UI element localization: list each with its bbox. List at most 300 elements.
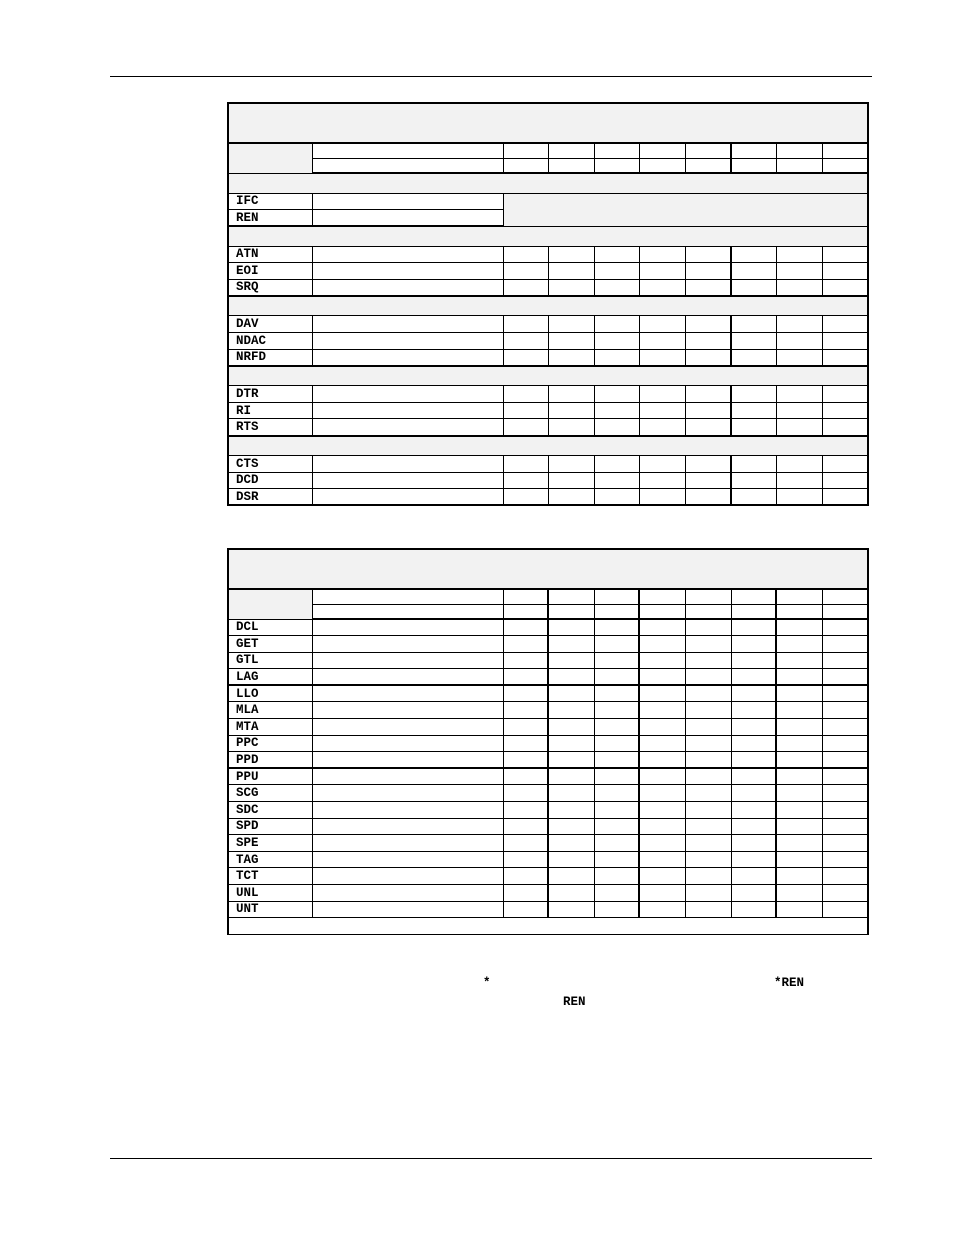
table-cell (776, 386, 822, 403)
table-cell (822, 652, 868, 669)
table-row (228, 652, 868, 669)
row-label: IFC (228, 193, 312, 210)
table-row (228, 818, 868, 835)
table-cell (639, 851, 685, 868)
table-row (228, 868, 868, 885)
table-row (228, 419, 868, 436)
table-cell (548, 472, 594, 489)
table-cell (639, 386, 685, 403)
table-cell (548, 402, 594, 419)
table-cell (548, 316, 594, 333)
table-cell (639, 589, 685, 604)
table-cell (776, 835, 822, 852)
table-cell (503, 143, 548, 158)
table-cell (731, 472, 776, 489)
table-cell (685, 349, 731, 366)
footer-rule (110, 1158, 872, 1159)
table-cell (776, 768, 822, 785)
row-label: PPU (228, 768, 312, 785)
row-label: GTL (228, 652, 312, 669)
table-cell (731, 669, 776, 686)
table-cell (503, 768, 548, 785)
table-cell (731, 246, 776, 263)
row-label: TCT (228, 868, 312, 885)
table-cell (685, 802, 731, 819)
table-cell (548, 719, 594, 736)
table-cell (822, 158, 868, 173)
table-cell (594, 472, 639, 489)
table-cell (594, 768, 639, 785)
table-cell (685, 768, 731, 785)
table-cell (639, 669, 685, 686)
table-cell (822, 333, 868, 350)
table-cell (639, 419, 685, 436)
table-cell (685, 785, 731, 802)
table-cell (594, 386, 639, 403)
row-label: NDAC (228, 333, 312, 350)
table-cell (503, 752, 548, 769)
table-cell (639, 818, 685, 835)
table-cell (731, 604, 776, 619)
description-cell (312, 402, 503, 419)
group-band (228, 366, 868, 386)
table-row (228, 333, 868, 350)
group-band (228, 296, 868, 316)
table-row (228, 685, 868, 702)
row-label: RI (228, 402, 312, 419)
table-cell (822, 719, 868, 736)
table-cell (548, 333, 594, 350)
table-cell (503, 489, 548, 506)
table-row (228, 835, 868, 852)
header-corner (228, 589, 312, 619)
table-cell (822, 901, 868, 918)
description-cell (312, 868, 503, 885)
table-cell (594, 636, 639, 653)
row-label: NRFD (228, 349, 312, 366)
table-cell (639, 619, 685, 636)
table-cell (548, 835, 594, 852)
table-cell (503, 402, 548, 419)
table-row (228, 456, 868, 473)
table-cell (503, 669, 548, 686)
table-cell (822, 702, 868, 719)
table-cell (822, 456, 868, 473)
header-cell (312, 143, 503, 158)
table-cell (639, 143, 685, 158)
table-cell (685, 868, 731, 885)
table-cell (685, 719, 731, 736)
table-cell (685, 158, 731, 173)
table-cell (548, 752, 594, 769)
table-cell (731, 835, 776, 852)
table-cell (776, 851, 822, 868)
row-label: TAG (228, 851, 312, 868)
description-cell (312, 802, 503, 819)
table-cell (776, 279, 822, 296)
row-label: DCL (228, 619, 312, 636)
table-cell (594, 419, 639, 436)
table-cell (776, 143, 822, 158)
table-cell (639, 489, 685, 506)
description-cell (312, 752, 503, 769)
table-cell (639, 279, 685, 296)
table-cell (594, 818, 639, 835)
table-cell (548, 456, 594, 473)
table-cell (594, 851, 639, 868)
table-cell (822, 735, 868, 752)
table-cell (548, 785, 594, 802)
table-cell (776, 263, 822, 280)
table-cell (503, 589, 548, 604)
table-row (228, 768, 868, 785)
table-row (228, 901, 868, 918)
table-cell (594, 752, 639, 769)
table-cell (639, 472, 685, 489)
table-cell (731, 263, 776, 280)
table-cell (685, 702, 731, 719)
table-cell (594, 402, 639, 419)
table-cell (776, 333, 822, 350)
table-cell (594, 489, 639, 506)
table-cell (594, 785, 639, 802)
table-cell (731, 316, 776, 333)
table-cell (822, 143, 868, 158)
row-label: MTA (228, 719, 312, 736)
table-cell (594, 604, 639, 619)
description-cell (312, 669, 503, 686)
description-cell (312, 702, 503, 719)
table-title-band (228, 549, 868, 589)
table-cell (503, 719, 548, 736)
table-cell (776, 735, 822, 752)
header-rule (110, 76, 872, 77)
table-cell (685, 419, 731, 436)
table-cell (822, 802, 868, 819)
table-cell (639, 456, 685, 473)
description-cell (312, 316, 503, 333)
table-cell (503, 386, 548, 403)
table-cell (594, 456, 639, 473)
table-cell (731, 652, 776, 669)
table-cell (776, 472, 822, 489)
table-cell (685, 402, 731, 419)
table-cell (503, 246, 548, 263)
table-cell (548, 702, 594, 719)
header-cell (312, 158, 503, 173)
table-row (228, 752, 868, 769)
header-cell (312, 604, 503, 619)
table-cell (548, 768, 594, 785)
table-cell (639, 333, 685, 350)
table-cell (503, 885, 548, 902)
table-cell (639, 868, 685, 885)
description-cell (312, 193, 503, 210)
table-cell (776, 158, 822, 173)
table-cell (685, 386, 731, 403)
description-cell (312, 719, 503, 736)
table-cell (822, 419, 868, 436)
table-cell (776, 802, 822, 819)
table-cell (776, 419, 822, 436)
table-cell (685, 263, 731, 280)
table-cell (639, 316, 685, 333)
table-cell (685, 316, 731, 333)
table-cell (776, 652, 822, 669)
description-cell (312, 489, 503, 506)
table-cell (685, 472, 731, 489)
description-cell (312, 851, 503, 868)
description-cell (312, 246, 503, 263)
group-band (228, 173, 868, 193)
table-cell (548, 143, 594, 158)
table-row (228, 386, 868, 403)
table-cell (548, 868, 594, 885)
table-cell (594, 246, 639, 263)
table-cell (594, 652, 639, 669)
table-cell (776, 489, 822, 506)
table-row (228, 802, 868, 819)
table-cell (594, 316, 639, 333)
description-cell (312, 419, 503, 436)
table-cell (685, 279, 731, 296)
table-cell (594, 619, 639, 636)
description-cell (312, 636, 503, 653)
table-cell (594, 589, 639, 604)
table-cell (639, 901, 685, 918)
table-cell (731, 349, 776, 366)
table-cell (594, 835, 639, 852)
table-cell (685, 143, 731, 158)
table-row (228, 851, 868, 868)
table-cell (548, 685, 594, 702)
description-cell (312, 349, 503, 366)
table-row (228, 472, 868, 489)
table-cell (685, 619, 731, 636)
table-cell (685, 652, 731, 669)
table-cell (594, 802, 639, 819)
table-cell (503, 263, 548, 280)
note-asterisk: * (483, 976, 491, 990)
row-label: UNT (228, 901, 312, 918)
table-cell (822, 636, 868, 653)
table-cell (685, 851, 731, 868)
table-cell (685, 669, 731, 686)
table-cell (822, 768, 868, 785)
table-cell (639, 702, 685, 719)
table-cell (639, 263, 685, 280)
table-cell (503, 868, 548, 885)
table-cell (548, 636, 594, 653)
table-cell (503, 818, 548, 835)
table-cell (594, 702, 639, 719)
row-label: ATN (228, 246, 312, 263)
table-row (228, 619, 868, 636)
table-cell (503, 279, 548, 296)
table-cell (548, 818, 594, 835)
table-cell (822, 489, 868, 506)
table-cell (503, 652, 548, 669)
table-row (228, 349, 868, 366)
table-cell (685, 589, 731, 604)
table-cell (685, 685, 731, 702)
table-cell (731, 619, 776, 636)
table-cell (822, 868, 868, 885)
table-row (228, 702, 868, 719)
table-cell (731, 333, 776, 350)
table-cell (548, 802, 594, 819)
table-cell (776, 589, 822, 604)
table-cell (731, 702, 776, 719)
table-cell (685, 835, 731, 852)
description-cell (312, 885, 503, 902)
table-cell (548, 419, 594, 436)
table-cell (731, 785, 776, 802)
description-cell (312, 785, 503, 802)
table-cell (822, 752, 868, 769)
description-cell (312, 835, 503, 852)
table-cell (639, 785, 685, 802)
row-label: EOI (228, 263, 312, 280)
table-cell (822, 604, 868, 619)
table-cell (548, 901, 594, 918)
table-cell (503, 158, 548, 173)
description-cell (312, 735, 503, 752)
row-label: REN (228, 210, 312, 227)
table-cell (685, 333, 731, 350)
table-cell (639, 402, 685, 419)
table-cell (822, 885, 868, 902)
table-cell (548, 246, 594, 263)
row-label: MLA (228, 702, 312, 719)
table-cell (731, 851, 776, 868)
table-cell (776, 719, 822, 736)
table-cell (639, 652, 685, 669)
table-cell (639, 835, 685, 852)
table-row (228, 489, 868, 506)
table-row (228, 719, 868, 736)
table-cell (594, 885, 639, 902)
table-cell (503, 735, 548, 752)
table-cell (776, 619, 822, 636)
row-label: SPE (228, 835, 312, 852)
table-cell (685, 752, 731, 769)
table-cell (594, 349, 639, 366)
table-cell (685, 636, 731, 653)
table-cell (548, 604, 594, 619)
row-label: SRQ (228, 279, 312, 296)
table-cell (731, 143, 776, 158)
table-cell (548, 652, 594, 669)
table-cell (639, 885, 685, 902)
table-cell (731, 489, 776, 506)
table-cell (731, 818, 776, 835)
row-label: LAG (228, 669, 312, 686)
table-cell (822, 818, 868, 835)
table-cell (639, 735, 685, 752)
table-cell (503, 333, 548, 350)
table-cell (548, 851, 594, 868)
table-cell (503, 636, 548, 653)
note-star-ren: *REN (774, 976, 805, 990)
table-cell (503, 604, 548, 619)
table-cell (822, 685, 868, 702)
table-cell (503, 619, 548, 636)
table-cell (731, 456, 776, 473)
table-cell (822, 263, 868, 280)
table-cell (776, 246, 822, 263)
table-cell (731, 386, 776, 403)
table-cell (776, 752, 822, 769)
table-cell (594, 263, 639, 280)
table-cell (503, 785, 548, 802)
table-cell (822, 851, 868, 868)
table-row (228, 669, 868, 686)
table-cell (503, 456, 548, 473)
table-cell (639, 636, 685, 653)
table-cell (685, 456, 731, 473)
table-cell (822, 835, 868, 852)
table-cell (594, 333, 639, 350)
table-cell (776, 316, 822, 333)
table-cell (594, 719, 639, 736)
table-cell (594, 279, 639, 296)
table-cell (503, 472, 548, 489)
row-label: DSR (228, 489, 312, 506)
description-cell (312, 210, 503, 227)
group-band (228, 226, 868, 246)
table-cell (639, 604, 685, 619)
table-cell (685, 735, 731, 752)
description-cell (312, 456, 503, 473)
description-cell (312, 768, 503, 785)
table-cell (548, 735, 594, 752)
description-cell (312, 685, 503, 702)
table-footer-band (228, 918, 868, 935)
table-cell (822, 589, 868, 604)
table-row (228, 193, 868, 210)
table-cell (594, 901, 639, 918)
table-cell (731, 901, 776, 918)
table-row (228, 785, 868, 802)
row-label: PPC (228, 735, 312, 752)
table-cell (776, 456, 822, 473)
table-cell (548, 279, 594, 296)
description-cell (312, 901, 503, 918)
table-row (228, 279, 868, 296)
table-cell (548, 669, 594, 686)
table-cell (822, 402, 868, 419)
description-cell (312, 619, 503, 636)
table-cell (503, 851, 548, 868)
table-cell (594, 669, 639, 686)
table-row (228, 636, 868, 653)
table-cell (594, 158, 639, 173)
table-cell (731, 719, 776, 736)
table-cell (685, 818, 731, 835)
row-label: SCG (228, 785, 312, 802)
table-interface-messages (227, 548, 869, 935)
table-cell (639, 719, 685, 736)
table-cell (822, 246, 868, 263)
table-cell (594, 143, 639, 158)
table-cell (685, 901, 731, 918)
table-cell (639, 802, 685, 819)
shaded-merged-cell (503, 193, 868, 226)
table-cell (822, 619, 868, 636)
row-label: LLO (228, 685, 312, 702)
table-cell (594, 868, 639, 885)
